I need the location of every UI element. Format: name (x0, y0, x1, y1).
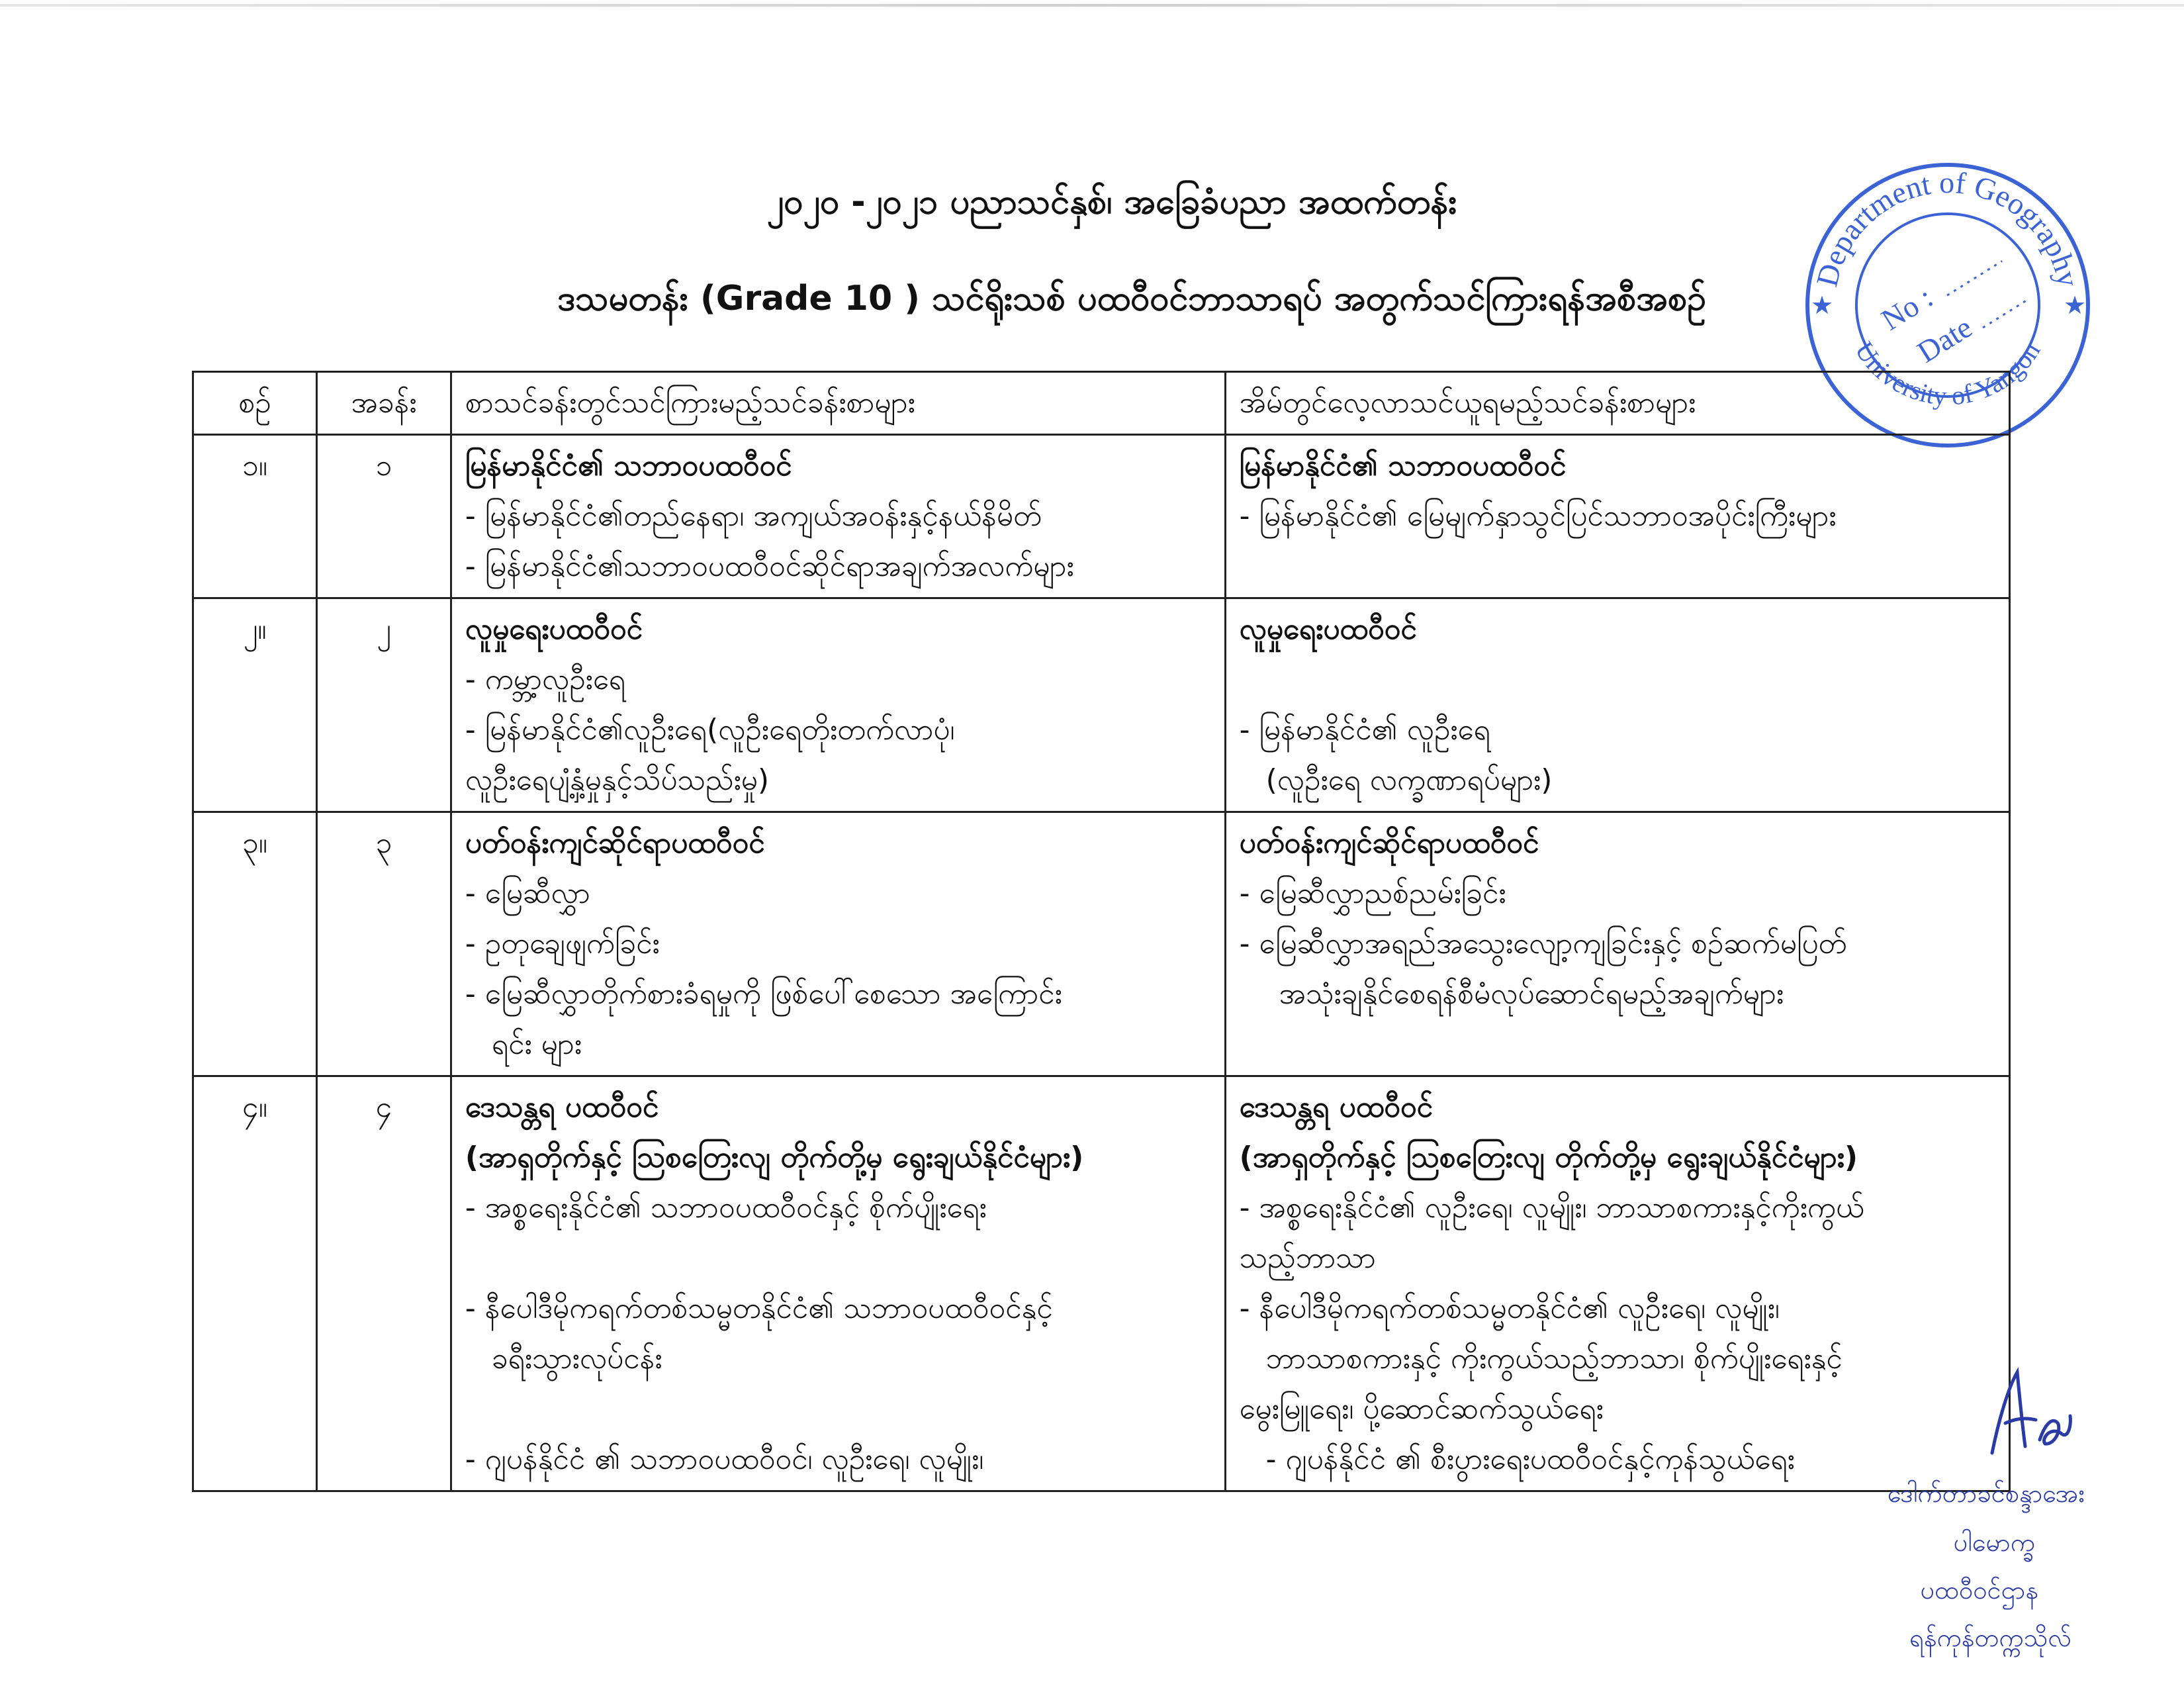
unit-title: ပတ်ဝန်းကျင်ဆိုင်ရာပထဝီဝင် (1239, 826, 1539, 860)
lesson-item: - ဂျပန်နိုင်ငံ ၏ စီးပွားရေးပထဝီဝင်နှင့်ကုန်သွယ်ရေး (1265, 1442, 1795, 1476)
schedule-table (192, 371, 2011, 1492)
table-header-row (193, 372, 2010, 435)
lesson-item: - မြေဆီလွှာညစ်ညမ်းခြင်း (1239, 876, 1506, 910)
lesson-item: - အစ္စရေးနိုင်ငံ၏ သဘာဝပထဝီဝင်နှင့် စိုက်ပျိုးရေး (465, 1191, 987, 1225)
table-row (193, 812, 2010, 1076)
table-row (193, 598, 2010, 812)
signatory-name: ဒေါက်တာခင်စန္ဒာအေး (1887, 1479, 2085, 1508)
lesson-item: ရင်း များ (491, 1027, 582, 1061)
stamp-top-text: Department of Geography (1809, 165, 2086, 290)
lesson-item: မွေးမြူရေး၊ ပို့ဆောင်ဆက်သွယ်ရေး (1239, 1392, 1604, 1426)
signatory-university: ရန်ကုန်တက္ကသိုလ် (1909, 1623, 2071, 1652)
scan-edge (0, 4, 2184, 7)
lesson-item: - ဥတုချေဖျက်ခြင်း (465, 927, 660, 961)
stamp-no-label: No : (1875, 279, 1939, 337)
row-number: ၃။ (193, 812, 317, 1076)
unit-title: ဒေသန္တရ ပထဝီဝင် (1239, 1090, 1433, 1124)
document-subtitle: ဒသမတန်း (Grade 10 ) သင်ရိုးသစ် ပထဝီဝင်ဘာသာရပ် အတွက်သင်ကြားရန်အစီအစဉ် (557, 279, 1706, 318)
lesson-item: - ဂျပန်နိုင်ငံ ၏ သဘာဝပထဝီဝင်၊ လူဦးရေ၊ လူမျိုး၊ (465, 1442, 984, 1476)
classroom-cell (451, 598, 1225, 812)
row-chapter: ၂ (317, 598, 451, 812)
signatory-department: ပထဝီဝင်ဌာန (1920, 1575, 2038, 1605)
lesson-item: အသုံးချနိုင်စေရန်စီမံလုပ်ဆောင်ရမည့်အချက်များ (1279, 977, 1784, 1011)
lesson-item: - မြန်မာနိုင်ငံ၏ လူဦးရေ (1239, 713, 1490, 747)
column-header-classroom: စာသင်ခန်းတွင်သင်ကြားမည့်သင်ခန်းစာများ (451, 372, 1225, 435)
lesson-item: ဘာသာစကားနှင့် ကိုးကွယ်သည့်ဘာသာ၊ စိုက်ပျိုးရေးနှင့် (1265, 1342, 1843, 1376)
star-icon: ★ (2064, 291, 2087, 320)
lesson-item: သည့်ဘာသာ (1239, 1241, 1376, 1275)
unit-title: မြန်မာနိုင်ငံ၏ သဘာဝပထဝီဝင် (465, 449, 792, 483)
lesson-item: - ကမ္ဘာ့လူဦးရေ (465, 663, 625, 696)
classroom-cell (451, 435, 1225, 598)
lesson-item: - အစ္စရေးနိုင်ငံ၏ လူဦးရေ၊ လူမျိုး၊ ဘာသာစကားနှင့်ကိုးကွယ် (1239, 1191, 1864, 1225)
unit-subtitle: (အာရှတိုက်နှင့် ဩစတြေးလျ တိုက်တို့မှ ရွေးချယ်နိုင်ငံများ) (1239, 1141, 1858, 1174)
row-chapter: ၁ (317, 435, 451, 598)
row-number: ၁။ (193, 435, 317, 598)
lesson-item: - မြန်မာနိုင်ငံ၏သဘာဝပထဝီဝင်ဆိုင်ရာအချက်အလက်များ (465, 549, 1074, 583)
lesson-item: လူဦးရေပျံ့နှံ့မှုနှင့်သိပ်သည်းမှု) (465, 763, 770, 797)
lesson-item: - မြေဆီလွှာ (465, 876, 590, 910)
lesson-item: - မြန်မာနိုင်ငံ၏လူဦးရေ(လူဦးရေတိုးတက်လာပုံ၊ (465, 713, 955, 747)
lesson-item: - နီပေါဒီမိုကရက်တစ်သမ္မတနိုင်ငံ၏ လူဦးရေ၊ လူမျိုး၊ (1239, 1291, 1780, 1325)
row-chapter: ၄ (317, 1076, 451, 1491)
classroom-cell (451, 1076, 1225, 1491)
column-header-chapter: အခန်း (317, 372, 451, 435)
stamp-bottom-text: University of Yangon (1849, 336, 2046, 411)
lesson-item: - နီပေါဒီမိုကရက်တစ်သမ္မတနိုင်ငံ၏ သဘာဝပထဝီဝင်နှင့် (465, 1291, 1053, 1325)
lesson-item: (လူဦးရေ လက္ခဏာရပ်များ) (1265, 763, 1553, 797)
row-chapter: ၃ (317, 812, 451, 1076)
lesson-item: ခရီးသွားလုပ်ငန်း (491, 1342, 662, 1376)
lesson-item: - မြန်မာနိုင်ငံ၏ မြေမျက်နှာသွင်ပြင်သဘာဝအပိုင်းကြီးများ (1239, 499, 1837, 533)
unit-title: ဒေသန္တရ ပထဝီဝင် (465, 1090, 659, 1124)
column-header-number: စဉ် (193, 372, 317, 435)
classroom-cell (451, 812, 1225, 1076)
home-cell (1225, 812, 2009, 1076)
unit-subtitle: (အာရှတိုက်နှင့် ဩစတြေးလျ တိုက်တို့မှ ရွေးချယ်နိုင်ငံများ) (465, 1141, 1084, 1174)
unit-title: ပတ်ဝန်းကျင်ဆိုင်ရာပထဝီဝင် (465, 826, 765, 860)
unit-title: လူမှုရေးပထဝီဝင် (465, 612, 643, 646)
signatory-title: ပါမောက္ခ (1953, 1528, 2035, 1557)
table-row (193, 1076, 2010, 1491)
unit-title: မြန်မာနိုင်ငံ၏ သဘာဝပထဝီဝင် (1239, 449, 1567, 483)
star-icon: ★ (1811, 291, 1834, 320)
lesson-item: - မြေဆီလွှာအရည်အသွေးလျော့ကျခြင်းနှင့် စဉ်ဆက်မပြတ် (1239, 927, 1847, 961)
unit-title: လူမှုရေးပထဝီဝင် (1239, 612, 1417, 646)
lesson-item: - မြန်မာနိုင်ငံ၏တည်နေရာ၊ အကျယ်အဝန်းနှင့်နယ်နိမိတ် (465, 499, 1042, 533)
svg-text:Department of Geography (1809, 165, 2085, 290)
row-number: ၂။ (193, 598, 317, 812)
row-number: ၄။ (193, 1076, 317, 1491)
column-header-home: အိမ်တွင်လေ့လာသင်ယူရမည့်သင်ခန်းစာများ (1225, 372, 2009, 435)
home-cell (1225, 598, 2009, 812)
home-cell (1225, 435, 2009, 598)
stamp-date-label: Date (1911, 310, 1978, 369)
table-row (193, 435, 2010, 598)
lesson-item: - မြေဆီလွှာတိုက်စားခံရမှုကို ဖြစ်ပေါ်စေသော အကြောင်း (465, 977, 1062, 1011)
document-title: ၂၀၂၀ -၂၀၂၁ ပညာသင်နှစ်၊ အခြေခံပညာ အထက်တန်း (766, 182, 1457, 222)
handwritten-signature (1979, 1360, 2085, 1466)
home-cell (1225, 1076, 2009, 1491)
